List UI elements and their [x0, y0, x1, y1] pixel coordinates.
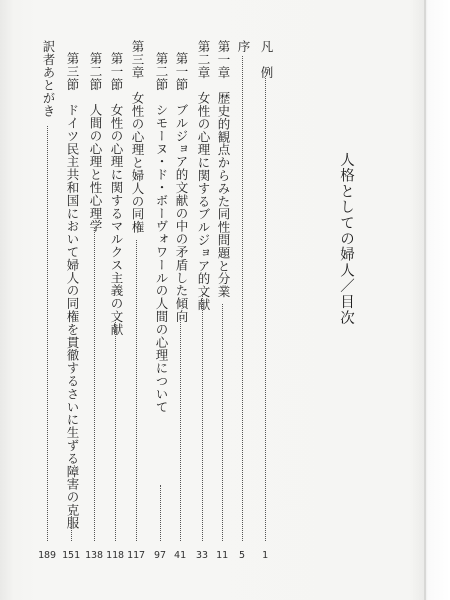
- toc-entry-chapter-1: 第一章 歴史的観点からみた同性問題と分業: [216, 40, 231, 298]
- page-number: 138: [84, 550, 104, 561]
- page-number: 41: [173, 550, 187, 561]
- toc-entry-ch3-section-2: 第二節 人間の心理と性心理学: [88, 52, 103, 233]
- page-number: 117: [126, 550, 146, 561]
- page-number: 118: [105, 550, 125, 561]
- toc-entry-chapter-3: 第三章 女性の心理と婦人の同権: [130, 40, 145, 234]
- page-number: 189: [37, 550, 57, 561]
- toc-entry-ch2-section-1: 第一節 ブルジョア的文献の中の矛盾した傾向: [174, 52, 189, 323]
- page-number: 11: [215, 550, 229, 561]
- toc-entry-ch3-section-3: 第三節 ドイツ民主共和国において婦人の同権を貫徹するさいに生ずる障害の克服: [65, 52, 80, 530]
- page-number: 151: [61, 550, 81, 561]
- leader-dots: [242, 56, 243, 541]
- leader-dots: [222, 304, 223, 541]
- toc-entry-ch2-section-2: 第二節 シモーヌ・ド・ボーヴォワールの人間の心理について: [154, 52, 169, 414]
- page-number: 33: [195, 550, 209, 561]
- leader-dots: [47, 126, 48, 541]
- leader-dots: [202, 292, 203, 541]
- toc-entry-hanrei: 凡 例: [259, 40, 274, 79]
- toc-entry-ch3-section-1: 第一節 女性の心理に関するマルクス主義の文献: [109, 52, 124, 336]
- leader-dots: [136, 240, 137, 541]
- leader-dots: [265, 76, 266, 541]
- toc-entry-afterword: 訳者あとがき: [41, 40, 56, 118]
- page-number: 5: [238, 550, 246, 561]
- page-number: 1: [261, 550, 269, 561]
- leader-dots: [94, 228, 95, 541]
- leader-dots: [71, 510, 72, 541]
- book-title: 人格としての婦人／目次: [338, 152, 354, 326]
- leader-dots: [115, 320, 116, 541]
- leader-dots: [180, 315, 181, 541]
- toc-entry-chapter-2: 第二章 女性の心理に関するブルジョア的文献: [196, 40, 211, 311]
- page-edge: [424, 0, 426, 600]
- page-number: 97: [153, 550, 167, 561]
- toc-entry-preface: 序: [236, 40, 251, 53]
- leader-dots: [160, 485, 161, 541]
